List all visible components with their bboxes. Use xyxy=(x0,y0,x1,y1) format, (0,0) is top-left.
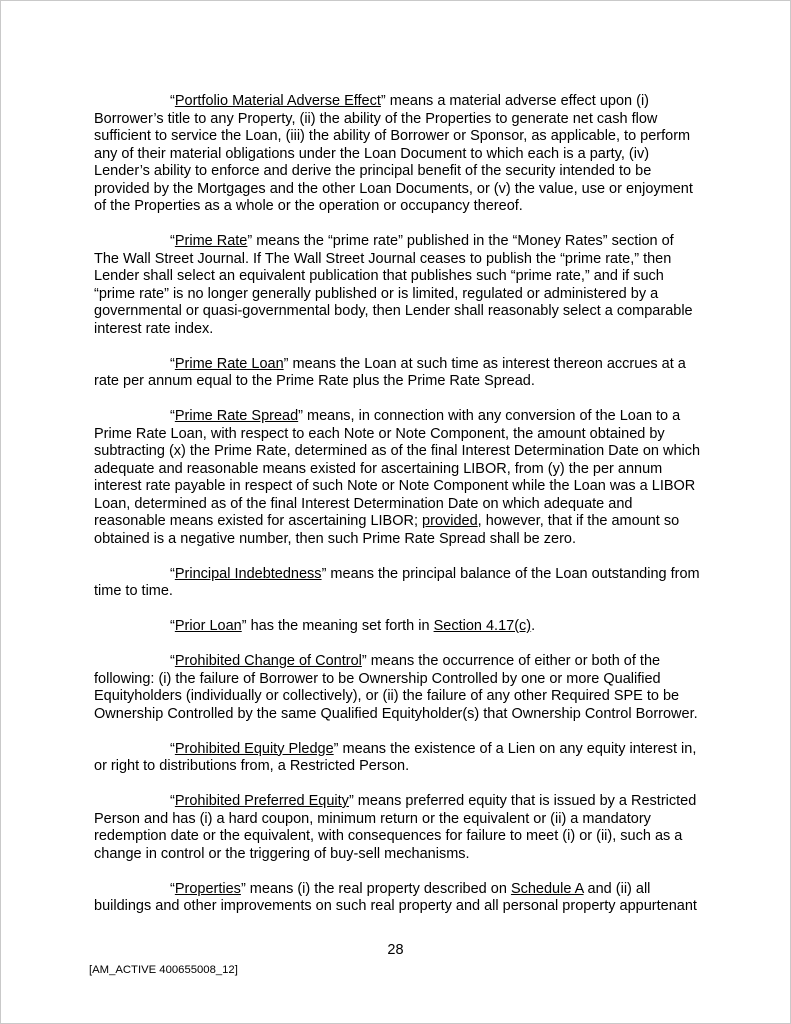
text-run: ” means the existence of a Lien on any equity interest in, or right to distributions from, a Restricted Person. xyxy=(94,740,697,774)
text-run: . xyxy=(531,618,536,634)
text-run: “ xyxy=(170,740,175,757)
text-run: ” means the “prime rate” published in the “Money Rates” section of The Wall Street Journal. If The Wall Street Journal ceases to publish the “prime rate,” then Lender shall select an equivalent publication that publishes such “prime rate,” and if such “prime rate” is no longer generally published or is limited, regulated or administered by a governmental or quasi-governmental body, then Lender shall reasonably select a comparable interest rate index. xyxy=(94,233,693,337)
underlined-term: Properties xyxy=(174,880,241,897)
text-run: ” has the meaning set forth in xyxy=(241,618,434,634)
underlined-term: Prime Rate Spread xyxy=(174,408,299,424)
definition-paragraph xyxy=(94,653,702,723)
text-run: ” means preferred equity that is issued by a Restricted Person and has (i) a hard coupon, minimum return or the equivalent or (ii) a mandatory redemption date or the equivalent, with consequences for failure to meet (i) or (ii), such as a change in control or the triggering of buy-sell mechanisms. xyxy=(94,793,697,862)
text-run: “ xyxy=(170,355,175,372)
underlined-term: Portfolio Material Adverse Effect xyxy=(174,93,381,109)
definition-paragraph xyxy=(94,233,702,338)
underlined-term: Prime Rate xyxy=(174,233,248,249)
underlined-term: provided xyxy=(422,513,478,529)
definition-paragraph xyxy=(94,793,702,863)
text-run: ” means, in connection with any conversion of the Loan to a Prime Rate Loan, with respect to each Note or Note Component, the amount obtained by subtracting (x) the Prime Rate, determined as of the final Interest Determination Date on which adequate and reasonable means existed for ascertaining LIBOR, from (y) the per annum interest rate payable in respect of such Note or Note Component while the Loan was a LIBOR Loan, determined as of the final Interest Determination Date on which adequate and reasonable means existed for ascertaining LIBOR; xyxy=(94,408,701,529)
definition-paragraph xyxy=(94,881,702,916)
underlined-term: Prohibited Change of Control xyxy=(174,653,362,669)
underlined-term: Prior Loan xyxy=(174,618,242,634)
text-run: ” means the Loan at such time as interest thereon accrues at a rate per annum equal to the Prime Rate plus the Prime Rate Spread. xyxy=(94,355,686,389)
text-run: ” means the occurrence of either or both of the following: (i) the failure of Borrower to be Ownership Controlled by one or more Qualified Equityholders (individually or collectively), or (ii) the failure of any other Required SPE to be Ownership Controlled by the same Qualified Equityholder(s) that Ownership Control Borrower. xyxy=(94,653,698,722)
definition-paragraph xyxy=(94,93,702,216)
text-run: ” means (i) the real property described on xyxy=(240,880,511,897)
underlined-term: Prohibited Preferred Equity xyxy=(174,793,349,809)
definition-paragraph xyxy=(94,566,702,601)
definition-paragraph xyxy=(94,741,702,776)
footer-document-id: [AM_ACTIVE 400655008_12] xyxy=(89,964,238,976)
underlined-term: Principal Indebtedness xyxy=(174,565,322,582)
definition-paragraph xyxy=(94,356,702,391)
definition-paragraph xyxy=(94,408,702,548)
text-run: ” means a material adverse effect upon (i) Borrower’s title to any Property, (ii) the ability of the Properties to generate net cash flow sufficient to service the Loan, (iii) the ability of Borrower or Sponsor, as applicable, to perform any of their material obligations under the Loan Document to which each is a party, (iv) Lender’s ability to enforce and derive the principal benefit of the security intended to be provided by the Mortgages and the other Loan Documents, or (v) the value, use or enjoyment of the Properties as a whole or the operation or occupancy thereof. xyxy=(94,93,693,214)
text-run: ” means the principal balance of the Loan outstanding from time to time. xyxy=(94,565,700,599)
text-run: and (ii) all buildings and other improvements on such real property and all personal property appurtenant xyxy=(94,880,697,914)
text-run: “ xyxy=(170,793,175,809)
text-run: “ xyxy=(170,233,175,249)
underlined-term: Prime Rate Loan xyxy=(174,355,284,372)
document-body xyxy=(94,93,702,916)
text-run: “ xyxy=(170,880,175,897)
underlined-term: Schedule A xyxy=(510,880,584,897)
text-run: “ xyxy=(170,408,175,424)
underlined-term: Prohibited Equity Pledge xyxy=(174,740,334,757)
text-run: “ xyxy=(170,93,175,109)
underlined-term: Section 4.17(c) xyxy=(433,618,532,634)
page-number: 28 xyxy=(387,942,404,958)
text-run: “ xyxy=(170,653,175,669)
definition-paragraph xyxy=(94,618,702,636)
text-run: , however, that if the amount so obtained is a negative number, then such Prime Rate Spread shall be zero. xyxy=(94,513,680,547)
text-run: “ xyxy=(170,618,175,634)
text-run: “ xyxy=(170,565,175,582)
